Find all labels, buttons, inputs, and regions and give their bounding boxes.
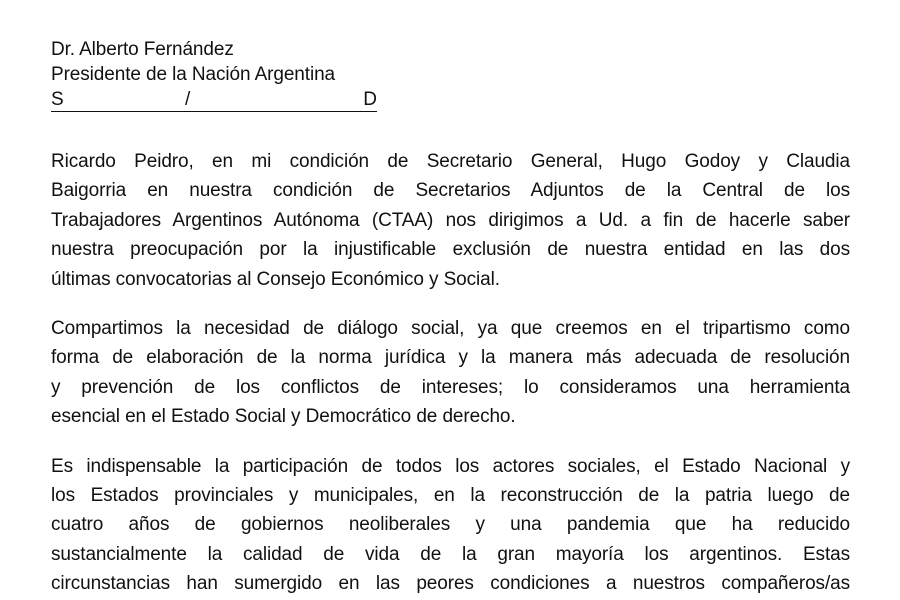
recipient-name: Dr. Alberto Fernández <box>51 39 234 60</box>
salutation-line <box>51 87 377 112</box>
paragraph-2 <box>51 314 850 432</box>
paragraph-line: Ricardo Peidro, en mi condición de Secretario General, Hugo Godoy y Claudia <box>51 151 850 172</box>
letter-body <box>51 147 850 600</box>
paragraph-line: Trabajadores Argentinos Autónoma (CTAA) nos dirigimos a Ud. a fin de hacerle saber <box>51 209 850 231</box>
salutation-s: S <box>51 89 64 110</box>
paragraph-line: esencial en el Estado Social y Democrático de derecho. <box>51 406 516 428</box>
paragraph-line: últimas convocatorias al Consejo Económico y Social. <box>51 268 500 290</box>
paragraph-line: nuestra preocupación por la injustificable exclusión de nuestra entidad en las dos <box>51 239 850 261</box>
recipient-title: Presidente de la Nación Argentina <box>51 64 336 85</box>
salutation-d: D <box>363 89 377 110</box>
paragraph-line: sustancialmente la calidad de vida de la gran mayoría los argentinos. Estas <box>51 543 850 565</box>
letter-header <box>51 37 471 112</box>
paragraph-line: Baigorria en nuestra condición de Secretarios Adjuntos de la Central de los <box>51 180 850 202</box>
salutation-slash: / <box>185 89 191 110</box>
paragraph-3 <box>51 452 850 599</box>
paragraph-line: cuatro años de gobiernos neoliberales y una pandemia que ha reducido <box>51 514 850 536</box>
paragraph-line: circunstancias han sumergido en las peores condiciones a nuestros compañeros/as <box>51 573 850 595</box>
paragraph-line: Compartimos la necesidad de diálogo social, ya que creemos en el tripartismo como <box>51 317 850 339</box>
paragraph-line: Es indispensable la participación de todos los actores sociales, el Estado Nacional y <box>51 455 850 477</box>
paragraph-1 <box>51 147 850 294</box>
paragraph-line: y prevención de los conflictos de intereses; lo consideramos una herramienta <box>51 376 850 398</box>
paragraph-line: los Estados provinciales y municipales, en la reconstrucción de la patria luego de <box>51 484 850 506</box>
paragraph-line: forma de elaboración de la norma jurídica y la manera más adecuada de resolución <box>51 347 850 369</box>
